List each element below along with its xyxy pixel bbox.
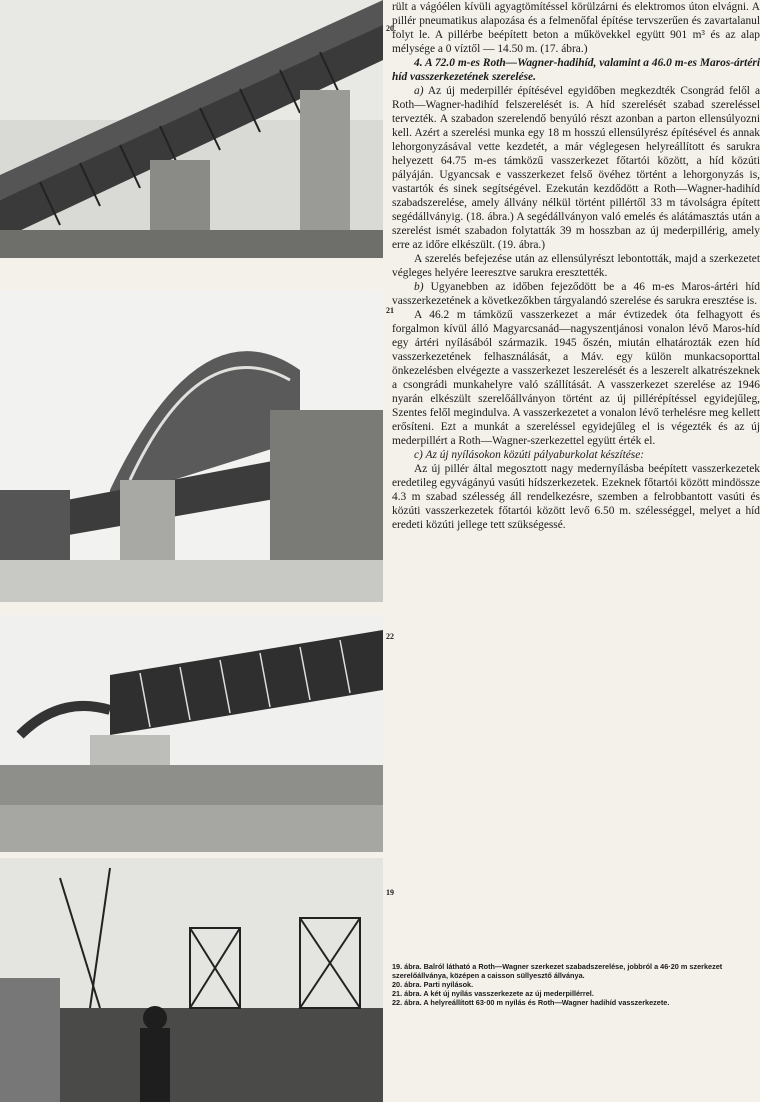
paragraph-b	[392, 280, 760, 308]
paragraph-3: A 46.2 m támközű vasszerkezet a már évtizedek óta felhagyott és forgalmon kívül álló Magyarcsanád—nagyszentjánosi vonalon lévő Maros-híd egy ártéri nyílásából származik. 1945 őszén, miután elhatározták ezen híd vasszerkezetének felhasználását, a Máv. egy külön munkacsoporttal önkezelésben elvégezte a vasszerkezet leszerelését és a leszerelt alkatrészeknek a csongrádi munkahelyre való szállítását. A vasszerkezet szerelése az 1946 nyarán elkészült szerelőállványon történt az új pillérépítéssel egyidejűleg, Szentes felől megindulva. A vasszerkezetet a vonalon lévő terhelésre meg kellett erősíteni. Ezt a munkát a szereléssel egyidejűleg el is végezték és az új mederpillért a Roth—Wagner-szerkezettel együtt érték el.	[392, 309, 760, 447]
figure-number-22: 22	[386, 632, 394, 641]
photo-fig19-construction-site	[0, 858, 383, 1102]
figure-captions	[392, 962, 760, 1007]
caption-fig20: 20. ábra. Parti nyílások.	[392, 980, 474, 989]
caption-fig21: 21. ábra. A két új nyílás vasszerkezete az új mederpillérrel.	[392, 989, 594, 998]
paragraph-a-lead: a)	[414, 85, 424, 97]
figure-number-20: 20	[386, 24, 394, 33]
paragraph-b-lead: b)	[414, 281, 424, 293]
figure-number-19: 19	[386, 888, 394, 897]
paragraph-b-text: Ugyanebben az időben fejeződött be a 46 m-es Maros-ártéri híd vasszerkezetének a következőkben tárgyalandó szerelése és sarukra eresztése is.	[392, 281, 760, 307]
photo-fig22-restored-bridge	[0, 615, 383, 852]
photo-fig20-bridge-spans	[0, 0, 383, 258]
caption-fig19: 19. ábra. Balról látható a Roth—Wagner szerkezet szabadszerelése, jobbról a 46·20 m szerkezet szerelőállványa, középen a caisson süllyesztő állványa.	[392, 962, 723, 980]
paragraph-a-text: Az új mederpillér építésével egyidőben megkezdték Csongrád felől a Roth—Wagner-hadihíd felszerelését is. A híd szerelését szabad szereléssel tervezték. A szabadon szerelendő benyúló részt azonban a parton ellensúlyozni kell. Azért a szerelési munka egy 18 m hosszú ellensúlyrész építésével és annak lehorgonyzásával vette kezdetét, a már véglegesen helyreállított és sarukra helyezett 64.75 m-es támközű vasszerkezet főtartói között, a híd közúti pályáján. Ugyancsak e vasszerkezet felső övéhez történt a lehorgonyzás is, vastartók és sinek segítségével. Ezekután kezdődött a Roth—Wagner-hadihíd szabadszerelése, amely állvány nélkül történt pillértől 33 m távolságra épített segédállványig. (18. ábra.) A segédállványon való emelés és alátámasztás után a szerelést ismét szabadon folytatták 39 m hosszban az új mederpillérig, amely erre az időre elkészült. (19. ábra.)	[392, 85, 760, 251]
photo-fig21-arch-bridge	[0, 290, 383, 602]
article-text-column	[392, 0, 760, 532]
section-heading-4: 4. A 72.0 m-es Roth—Wagner-hadihíd, valamint a 46.0 m-es Maros-ártéri híd vasszerkezetének szerelése.	[392, 57, 760, 83]
paragraph-1: rült a vágóélen kívüli agyagtömítéssel körülzárni és elektromos úton elvágni. A pillér pneumatikus alapozása és a felmenőfal építése tervszerűen és zavartalanul folyt le. A pillérbe beépített beton a műkövekkel együtt 901 m³ és az alap mélysége a 0 víztől — 14.50 m. (17. ábra.)	[392, 1, 760, 55]
paragraph-4: Az új pillér által megosztott nagy medernyílásba beépített vasszerkezetek eredetileg egyvágányú vasúti hídszerkezetek. Ezeknek főtartói között mindössze 4.3 m szabad szélesség áll rendelkezésre, szemben a felrobbantott vasúti és közúti vasszerkezetek főtartói között levő 6.50 m. szélességgel, melyet a híd eredeti közúti jellege tett szükségessé.	[392, 463, 760, 531]
paragraph-2: A szerelés befejezése után az ellensúlyrészt lebontották, majd a szerkezetet végleges helyére leeresztve sarukra eresztették.	[392, 253, 760, 279]
paragraph-a	[392, 84, 760, 252]
caption-fig22: 22. ábra. A helyreállított 63·00 m nyílás és Roth—Wagner hadihíd vasszerkezete.	[392, 998, 670, 1007]
paragraph-c-heading: c) Az új nyílásokon közúti pályaburkolat készítése:	[414, 449, 645, 461]
figure-number-21: 21	[386, 306, 394, 315]
